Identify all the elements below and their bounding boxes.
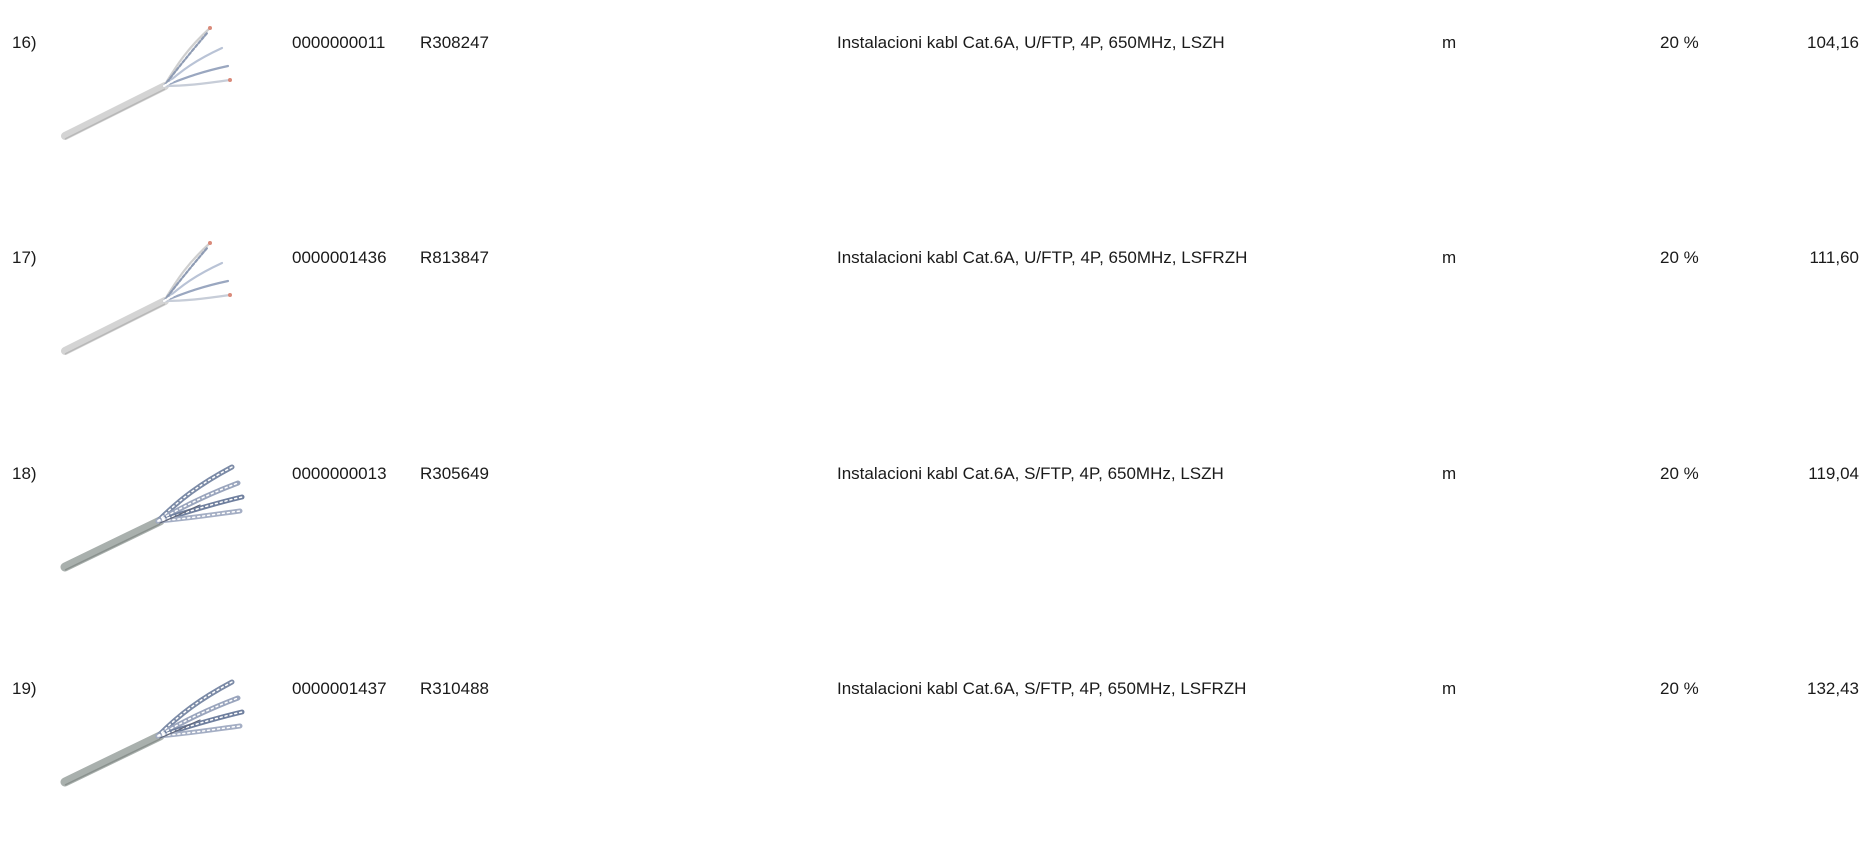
item-reference: R813847 (420, 248, 490, 267)
row-number: 17) (12, 248, 37, 267)
cable-utp-icon (60, 8, 260, 143)
item-unit: m (1442, 248, 1457, 267)
item-description: Instalacioni kabl Cat.6A, S/FTP, 4P, 650MHz, LSZH (837, 464, 1224, 483)
item-description: Instalacioni kabl Cat.6A, U/FTP, 4P, 650MHz, LSFRZH (837, 248, 1248, 267)
item-code: 0000001437 (292, 679, 387, 698)
item-vat: 20 % (1660, 33, 1699, 52)
item-price: 111,60 (1809, 248, 1859, 267)
item-reference: R310488 (420, 679, 490, 698)
item-unit: m (1442, 464, 1457, 483)
item-code: 0000000011 (292, 33, 386, 52)
row-number: 16) (12, 33, 37, 52)
item-vat: 20 % (1660, 464, 1699, 483)
item-vat: 20 % (1660, 679, 1699, 698)
item-unit: m (1442, 33, 1457, 52)
item-reference: R308247 (420, 33, 490, 52)
cable-sftp-icon (60, 439, 260, 574)
item-vat: 20 % (1660, 248, 1699, 267)
item-unit: m (1442, 679, 1457, 698)
item-price: 132,43 (1807, 679, 1859, 698)
item-description: Instalacioni kabl Cat.6A, S/FTP, 4P, 650MHz, LSFRZH (837, 679, 1247, 698)
item-description: Instalacioni kabl Cat.6A, U/FTP, 4P, 650MHz, LSZH (837, 33, 1225, 52)
cable-utp-icon (60, 223, 260, 358)
product-row (0, 646, 1863, 861)
cable-sftp-icon (60, 654, 260, 789)
item-code: 0000001436 (292, 248, 387, 267)
row-number: 18) (12, 464, 37, 483)
item-reference: R305649 (420, 464, 490, 483)
product-row (0, 0, 1863, 215)
item-price: 119,04 (1808, 464, 1859, 483)
item-price: 104,16 (1807, 33, 1859, 52)
product-row (0, 431, 1863, 646)
item-code: 0000000013 (292, 464, 387, 483)
product-row (0, 215, 1863, 430)
row-number: 19) (12, 679, 37, 698)
